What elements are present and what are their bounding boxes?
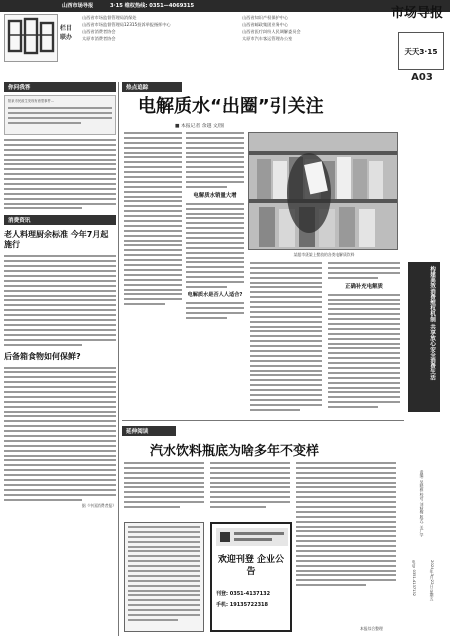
unit-item: 山西省医疗纠纷人民调解委员会 bbox=[242, 29, 301, 34]
left-source-note: 据《中国消费者报》 bbox=[81, 503, 116, 509]
edition-editor: 责编: 吴晓雅 校对: 刘秋梅 版式: 关广学 bbox=[420, 470, 425, 537]
notice-box bbox=[124, 522, 204, 632]
question-title: 后备箱食物如何保鲜? bbox=[4, 351, 81, 361]
units-block bbox=[82, 14, 382, 60]
main-headline: 电解质水“出圈”引关注 bbox=[138, 96, 324, 117]
column-tag: 栏目 联办 bbox=[60, 25, 73, 41]
main-col2 bbox=[186, 132, 244, 322]
bottom-headline: 汽水饮料瓶底为啥多年不变样 bbox=[150, 444, 320, 459]
column-divider bbox=[118, 82, 119, 636]
column-logo-box bbox=[4, 14, 58, 62]
consume-title: 老人料理厨余标准 今年7月起施行 bbox=[4, 230, 109, 250]
consume-header: 消费资讯 bbox=[4, 215, 116, 225]
hotline-text: 3·15 维权热线: 0351—4069315 bbox=[110, 3, 195, 9]
bottom-col2 bbox=[210, 462, 290, 511]
unit-item: 山西省市场监督管理局消保处 bbox=[82, 15, 137, 20]
unit-item: 太原市汽车客运管理办公室 bbox=[242, 36, 293, 41]
unit-item: 太原市消费者协会 bbox=[82, 36, 116, 41]
paper-name: 市场导报 bbox=[390, 6, 443, 21]
main-section-label: 热点追踪 bbox=[122, 82, 182, 92]
ad-phone-1: 刊登: 0351-4137132 bbox=[216, 591, 271, 597]
ad-phone-2: 手机: 19135722318 bbox=[216, 602, 269, 608]
consume-text-body bbox=[4, 255, 116, 345]
main-col4 bbox=[328, 262, 400, 411]
edition-slogan: 构建高效消费维权机制 共享放心安全消费生活 bbox=[408, 262, 440, 412]
qa-header: 你问我答 bbox=[4, 82, 116, 92]
unit-item: 山西省市场监督管理局12315投诉举报指挥中心 bbox=[82, 22, 171, 27]
logo-graphic bbox=[5, 15, 57, 61]
main-byline: ■ 本报记者 余越 文/图 bbox=[175, 124, 225, 129]
edition-date: 2024年3月22日 星期五 bbox=[430, 560, 435, 601]
main-col1 bbox=[124, 132, 182, 308]
main-sub2: 电解质水是否人人适合? bbox=[187, 291, 243, 298]
left-column bbox=[4, 82, 116, 636]
edition-phone: 电话: 0351-4137132 bbox=[412, 560, 416, 597]
edition-page: A03 bbox=[411, 72, 433, 83]
unit-item: 山西省消费者协会 bbox=[82, 29, 116, 34]
masthead-bar bbox=[0, 0, 450, 12]
qa-intro: 阳泉市民政生发现有意思事件... bbox=[8, 99, 55, 103]
bottom-section-label: 延伸阅读 bbox=[122, 426, 176, 436]
edition-title: 天天3·15 bbox=[398, 32, 444, 70]
ad-icon bbox=[216, 528, 288, 546]
region-tag: 山西市场导报 bbox=[62, 3, 94, 9]
section-divider bbox=[122, 420, 404, 421]
bottom-col1 bbox=[124, 462, 204, 511]
ad-title: 欢迎刊登 企业公告 bbox=[217, 555, 285, 577]
drinks-shelf-photo bbox=[249, 133, 398, 250]
bottom-source-note: 本报综合整理 bbox=[360, 626, 383, 631]
main-sub1: 电解质水销量大增 bbox=[193, 192, 237, 199]
qa-box bbox=[4, 95, 116, 135]
main-col3 bbox=[250, 262, 322, 414]
main-sub3: 正确补充电解质 bbox=[345, 283, 383, 290]
main-photo bbox=[248, 132, 398, 250]
unit-item: 山西省知识产权保护中心 bbox=[242, 15, 289, 20]
bottom-col3 bbox=[296, 462, 396, 589]
question-text-body bbox=[4, 367, 116, 501]
qa-text-body bbox=[4, 139, 116, 209]
ad-box bbox=[210, 522, 292, 632]
photo-caption: 某超市货架上摆放的各类电解质饮料 bbox=[293, 252, 355, 257]
unit-item: 山西省邮政集团业务中心 bbox=[242, 22, 289, 27]
